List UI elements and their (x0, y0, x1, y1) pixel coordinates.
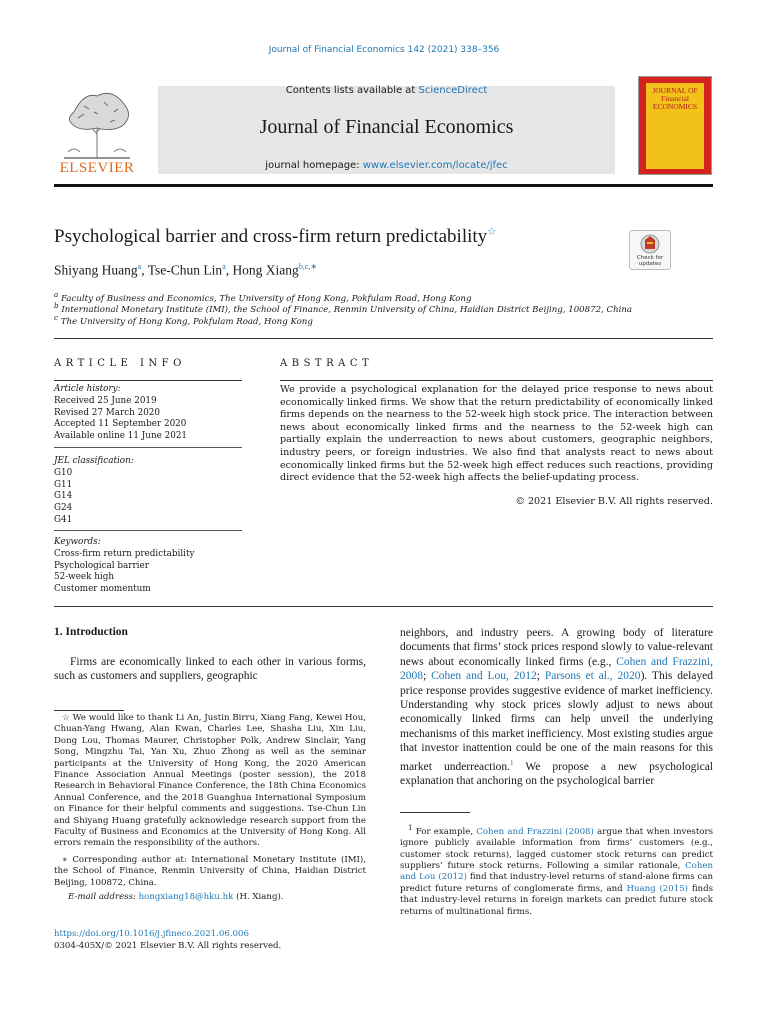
issn-copyright: 0304-405X/© 2021 Elsevier B.V. All rights reserved. (54, 941, 282, 951)
title-footnote-star[interactable]: ☆ (487, 226, 497, 238)
journal-title: Journal of Financial Economics (259, 116, 514, 138)
affiliation-c (54, 313, 313, 327)
check-updates-icon (630, 231, 670, 257)
citation-separator: ; (423, 670, 432, 683)
jel-code: G41 (54, 514, 73, 525)
article-history (54, 384, 187, 443)
cover-title: JOURNAL OF Financial ECONOMICS (652, 86, 698, 111)
corresponding-author-footnote: ∗ Corresponding author at: International Monetary Institute (IMI), the School of Finance, Renmin University of China, Haidian District Beijing, 100872, China. (54, 855, 366, 888)
citation-link[interactable]: Cohen and Lou, 2012 (431, 670, 537, 683)
abstract-text: We provide a psychological explanation for the delayed price response to news about economically linked firms. We show that the return predictability of economically linked firms depends on the nearness to the 52-week high stock price. The interaction between news about economically linked firms and the nearness to the 52-week high can partially explain the underreaction to news about customers, geographic neighbors, industry peers, or foreign industries. We also find that analysts react to news about economically linked firms but the 52-week high effect reduces such reactions, providing direct evidence that the 52-week high affects the belief-updating process. (280, 384, 713, 484)
history-divider (54, 447, 242, 448)
citation-link[interactable]: Huang (2015) (626, 883, 689, 894)
sciencedirect-link[interactable]: ScienceDirect (418, 85, 488, 96)
article-info-divider (54, 380, 242, 381)
homepage-line (158, 160, 615, 171)
history-item: Accepted 11 September 2020 (54, 419, 187, 430)
contents-prefix: Contents lists available at (285, 85, 419, 96)
journal-cover-image (638, 76, 712, 175)
doi-link[interactable]: https://doi.org/10.1016/j.jfineco.2021.06.006 (54, 929, 249, 939)
footnote-text: finds that industry-level returns in foreign markets can predict future stock returns of multinational firms. (400, 883, 713, 917)
header-divider (54, 184, 713, 187)
author-affil-mark[interactable]: b,c,∗ (298, 262, 318, 271)
jel-label: JEL classification: (54, 456, 134, 466)
email-label: E-mail address: (68, 892, 139, 902)
cover-panel (646, 83, 704, 169)
article-info-heading: ARTICLE INFO (54, 358, 186, 369)
footnote-mark: 1 (408, 823, 413, 832)
citation-separator: ; (536, 670, 545, 683)
footnote-text: find that industry-level returns of stand-alone firms can predict future returns of conglomerate firms, and (400, 872, 713, 894)
contents-line (158, 85, 615, 96)
history-label: Article history: (54, 384, 121, 394)
check-updates-label: Check for updates (636, 255, 664, 267)
citation-link[interactable]: Parsons et al., 2020 (544, 670, 641, 683)
author-affil-mark[interactable]: a (137, 262, 142, 271)
author-list (54, 262, 317, 279)
footnote-text: argue that when investors ignore publicly available information from firms’ customers (e.g., customer stock returns), lagged customer stock returns can predict suppliers’ future stock returns. Following a similar rationale, (400, 826, 713, 872)
jel-divider (54, 530, 242, 531)
intro-paragraph-continued (400, 626, 713, 788)
body-text: neighbors, and industry peers. A growing body of literature documents that firms’ stock prices respond slowly to value-relevant news about economically linked firms (e.g., (400, 627, 713, 668)
affiliation-text: The University of Hong Kong, Pokfulam Road, Hong Kong (60, 316, 313, 327)
keyword: Cross-firm return predictability (54, 548, 195, 559)
footnote-1 (400, 822, 713, 918)
affiliation-text: International Monetary Institute (IMI), the School of Finance, Renmin University of China, Haidian District Beijing, 100872, China (61, 304, 633, 315)
affiliation-mark: a (54, 290, 59, 299)
author-affil-mark[interactable]: a (222, 262, 226, 271)
author-name[interactable]: Tse-Chun Lin (147, 262, 223, 278)
abstract-copyright: © 2021 Elsevier B.V. All rights reserved. (515, 496, 713, 507)
jel-code: G11 (54, 479, 73, 490)
author-name[interactable]: Shiyang Huang (54, 262, 138, 278)
email-suffix: (H. Xiang). (233, 892, 284, 902)
abstract-heading: ABSTRACT (280, 358, 374, 369)
footnote-text: For example, (412, 826, 477, 837)
affiliation-mark: c (54, 313, 59, 322)
jel-code: G14 (54, 491, 73, 502)
section-heading-introduction: 1. Introduction (54, 626, 128, 638)
email-footnote (54, 892, 366, 903)
history-item: Available online 11 June 2021 (54, 431, 188, 442)
footnote-divider (400, 812, 470, 813)
citation-link[interactable]: Cohen and Frazzini, 2008 (400, 655, 713, 683)
homepage-prefix: journal homepage: (265, 160, 363, 171)
citation-link[interactable]: Cohen and Frazzini (2008) (476, 826, 594, 837)
jel-code: G10 (54, 467, 73, 478)
intro-paragraph: Firms are economically linked to each other in various forms, such as customers and suppliers, geographic (54, 656, 366, 683)
jel-code: G24 (54, 503, 73, 514)
keywords-label: Keywords: (54, 537, 101, 547)
check-for-updates-button[interactable] (629, 230, 671, 270)
history-item: Revised 27 March 2020 (54, 407, 160, 418)
keyword: Psychological barrier (54, 560, 149, 571)
journal-homepage-link[interactable]: www.elsevier.com/locate/jfec (362, 160, 508, 171)
citation-link[interactable]: Cohen and Lou (2012) (400, 861, 713, 883)
email-link[interactable]: hongxiang18@hku.hk (138, 892, 234, 902)
keyword: Customer momentum (54, 584, 151, 595)
body-text: We propose a new psychological explanation that anchoring on the psychological barrier (400, 760, 713, 787)
history-item: Received 25 June 2019 (54, 395, 157, 406)
footnote-ref[interactable]: 1 (510, 758, 514, 767)
publisher-name: ELSEVIER (59, 160, 135, 176)
keywords (54, 537, 195, 596)
paper-title (54, 226, 496, 248)
affiliation-mark: b (54, 301, 59, 310)
abstract-divider (280, 380, 713, 381)
jel-classification (54, 456, 134, 527)
front-matter-divider (54, 606, 713, 607)
journal-citation-link[interactable]: Journal of Financial Economics 142 (2021) 338–356 (268, 45, 500, 55)
keyword: 52-week high (54, 572, 115, 583)
footnote-divider (54, 710, 124, 711)
author-separator: , (225, 262, 233, 278)
paper-title-text: Psychological barrier and cross-firm return predictability (54, 226, 488, 247)
affiliation-divider (54, 338, 713, 339)
body-text: ). This delayed price response provides suggestive evidence of market inefficiency. Understanding why stock prices slowly adjust to news about economically linked firms can help unveil the underlying mechanisms of this market inefficiency. Most existing studies argue that investor inattention could be one of the main reasons for this market underreaction. (400, 670, 714, 773)
author-separator: , (141, 262, 148, 278)
author-name[interactable]: Hong Xiang (232, 262, 299, 278)
affiliation-text: Faculty of Business and Economics, The University of Hong Kong, Pokfulam Road, Hong Kong (61, 293, 472, 304)
acknowledgment-footnote: ☆ We would like to thank Li An, Justin Birru, Xiang Fang, Kewei Hou, Chuan-Yang Hwang, Alan Kwan, Charles Lee, Shasha Liu, Xin Liu, Dong Lou, Thomas Maurer, Christopher Polk, Andrew Sinclair, Yang Song, Mingzhu Tai, Yan Xu, Zhuo Zhong as well as the seminar participants at the University of Hong Kong, the 2020 American Finance Association Annual Meetings (poster session), the 2018 Research in Behavioral Finance Conference, the 18th China Economics Annual Conference, and the 2018 Guanghua International Symposium on Finance for their helpful comments and suggestions. Tse-Chun Lin and Shiyang Huang gratefully acknowledge research support from the Faculty of Business and Economics at the University of Hong Kong. All errors remain the responsibility of the authors. (54, 713, 366, 849)
